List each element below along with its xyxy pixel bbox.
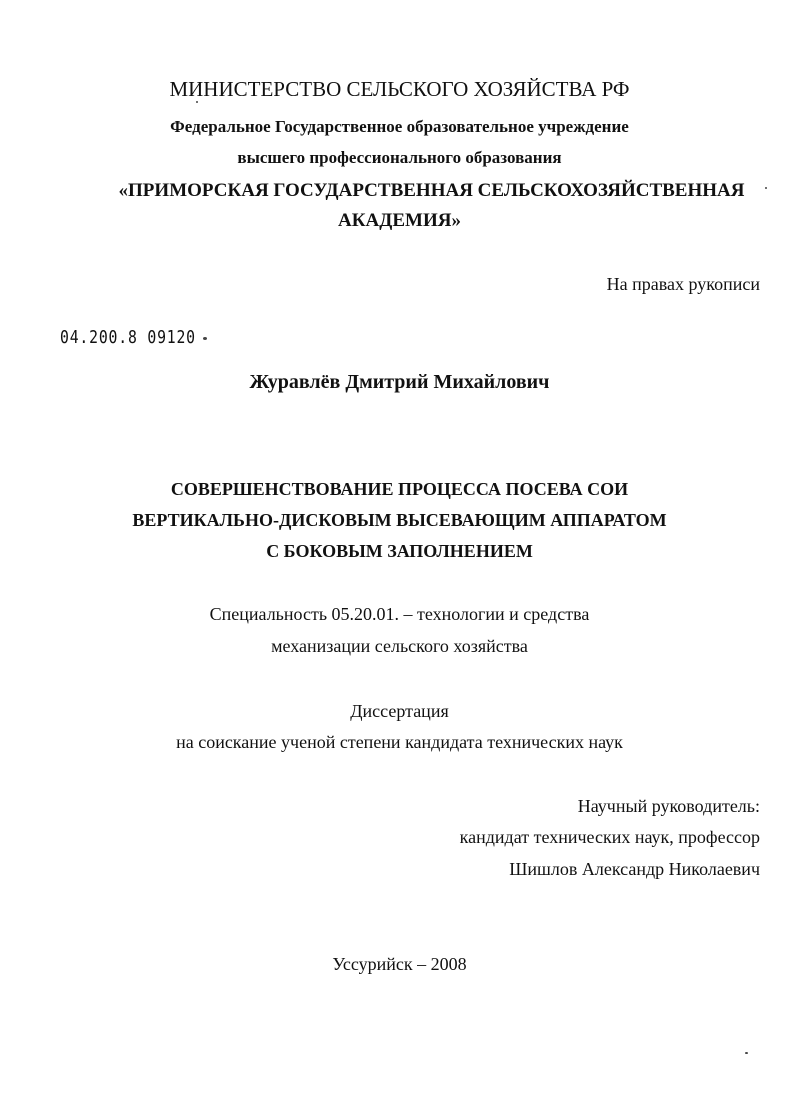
city-year: Уссурийск – 2008	[332, 954, 467, 974]
academy-line-2: АКАДЕМИЯ»	[338, 210, 461, 231]
scan-speck	[745, 1052, 748, 1054]
manuscript-note: На правах рукописи	[606, 274, 760, 294]
scan-speck	[765, 187, 767, 189]
specialty-line-2: механизации сельского хозяйства	[271, 636, 528, 656]
scan-speck	[203, 337, 207, 340]
supervisor-label: Научный руководитель:	[577, 796, 760, 816]
specialty-line-1: Специальность 05.20.01. – технологии и средства	[209, 604, 590, 624]
academy-line-1: «ПРИМОРСКАЯ ГОСУДАРСТВЕННАЯ СЕЛЬСКОХОЗЯЙСТВЕННАЯ	[118, 180, 745, 201]
institution-line-1: Федеральное Государственное образовательное учреждение	[170, 117, 629, 136]
scan-speck	[196, 101, 198, 103]
degree-sought: на соискание ученой степени кандидата технических наук	[176, 732, 623, 752]
catalog-stamp: 04.200.8 09120	[60, 327, 196, 348]
dissertation-title-line-3: С БОКОВЫМ ЗАПОЛНЕНИЕМ	[266, 541, 533, 561]
institution-line-2: высшего профессионального образования	[237, 148, 562, 167]
dissertation-title-line-2: ВЕРТИКАЛЬНО-ДИСКОВЫМ ВЫСЕВАЮЩИМ АППАРАТОМ	[132, 510, 667, 530]
dissertation-type: Диссертация	[350, 701, 449, 721]
ministry-heading: МИНИСТЕРСТВО СЕЛЬСКОГО ХОЗЯЙСТВА РФ	[169, 77, 630, 101]
dissertation-title-line-1: СОВЕРШЕНСТВОВАНИЕ ПРОЦЕССА ПОСЕВА СОИ	[170, 479, 629, 499]
supervisor-name: Шишлов Александр Николаевич	[509, 859, 760, 879]
supervisor-degree: кандидат технических наук, профессор	[459, 827, 760, 847]
author-name: Журавлёв Дмитрий Михайлович	[249, 371, 550, 393]
